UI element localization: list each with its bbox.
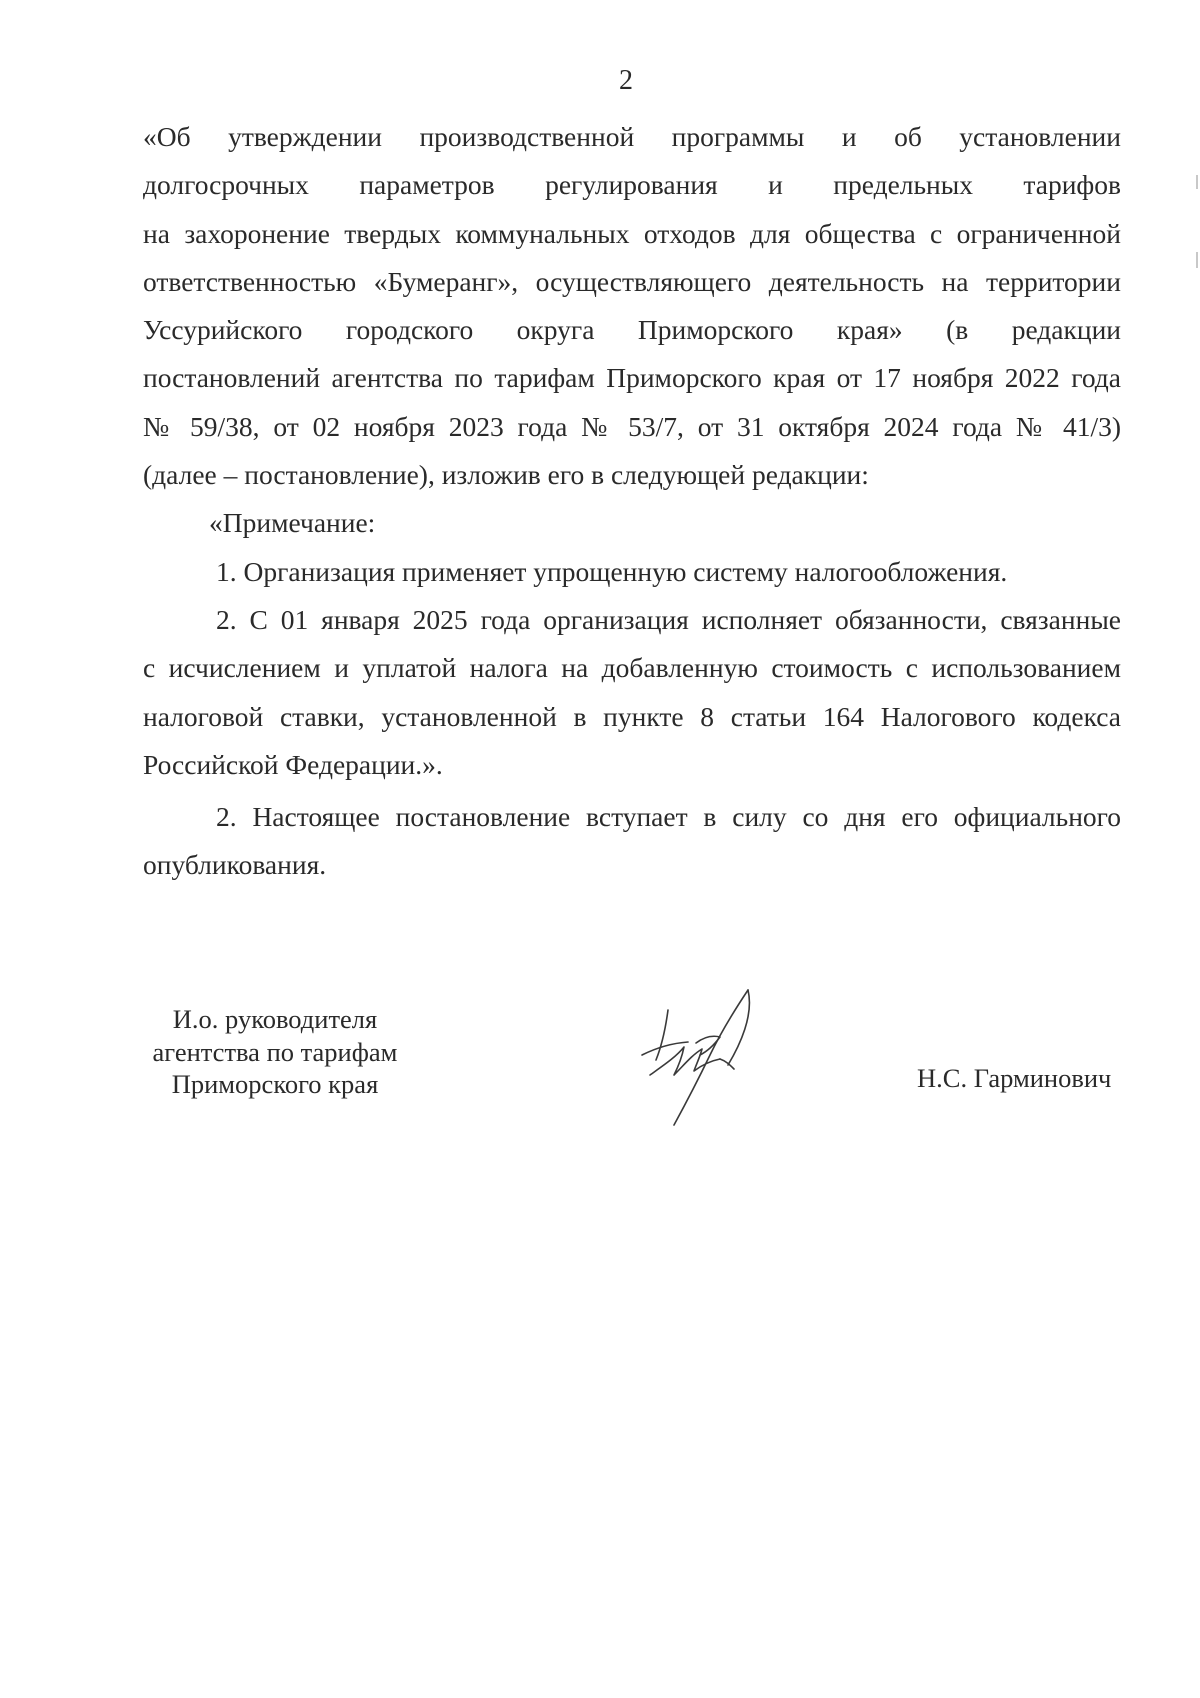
text-line: (далее – постановление), изложив его в следующей редакции:: [143, 459, 869, 491]
text-line: 2. Настоящее постановление вступает в силу со дня его официального: [216, 801, 1121, 833]
signatory-name: Н.С. Гарминович: [917, 1063, 1112, 1093]
note-heading: [143, 499, 1121, 547]
text-line: налоговой ставки, установленной в пункте 8 статьи 164 Налогового кодекса: [143, 700, 1121, 732]
text-line: Уссурийского городского округа Приморского края» (в редакции: [143, 314, 1121, 346]
paragraph-amendment-title: [143, 113, 1121, 499]
text-line: 2. С 01 января 2025 года организация исполняет обязанности, связанные: [216, 603, 1121, 635]
text-line: № 59/38, от 02 ноября 2023 года № 53/7, от 31 октября 2024 года № 41/3): [143, 410, 1121, 442]
signatory-position: [130, 1003, 420, 1101]
scan-artifact: [1196, 252, 1198, 268]
signature-stroke: [720, 1059, 734, 1069]
signature-stroke: [650, 1047, 720, 1075]
position-line: И.о. руководителя: [172, 1004, 378, 1034]
signature-stroke: [656, 1010, 668, 1060]
signature-stroke: [728, 990, 749, 1065]
note-item-2: [143, 596, 1121, 789]
note-item-1: [143, 548, 1121, 596]
handwritten-signature: [630, 985, 790, 1135]
signature-stroke: [674, 990, 748, 1125]
signature-stroke: [696, 1036, 720, 1055]
page-number: 2: [619, 65, 633, 96]
document-body: [143, 113, 1121, 890]
text-line: Российской Федерации.».: [143, 748, 443, 780]
text-line: долгосрочных параметров регулирования и предельных тарифов: [143, 169, 1121, 201]
text-line: постановлений агентства по тарифам Приморского края от 17 ноября 2022 года: [143, 362, 1121, 394]
paragraph-effective-date: [143, 793, 1121, 890]
position-line: Приморского края: [171, 1069, 379, 1099]
text-line: «Примечание:: [209, 507, 376, 539]
text-line: на захоронение твердых коммунальных отходов для общества с ограниченной: [143, 217, 1121, 249]
text-line: опубликования.: [143, 849, 327, 881]
scan-artifact: [1196, 175, 1198, 189]
position-line: агентства по тарифам: [152, 1036, 398, 1067]
text-line: 1. Организация применяет упрощенную систему налогообложения.: [216, 555, 1008, 587]
text-line: «Об утверждении производственной программы и об установлении: [143, 121, 1121, 152]
signature-stroke: [642, 1042, 688, 1055]
text-line: с исчислением и уплатой налога на добавленную стоимость с использованием: [143, 652, 1121, 684]
text-line: ответственностью «Бумеранг», осуществляющего деятельность на территории: [143, 265, 1121, 297]
